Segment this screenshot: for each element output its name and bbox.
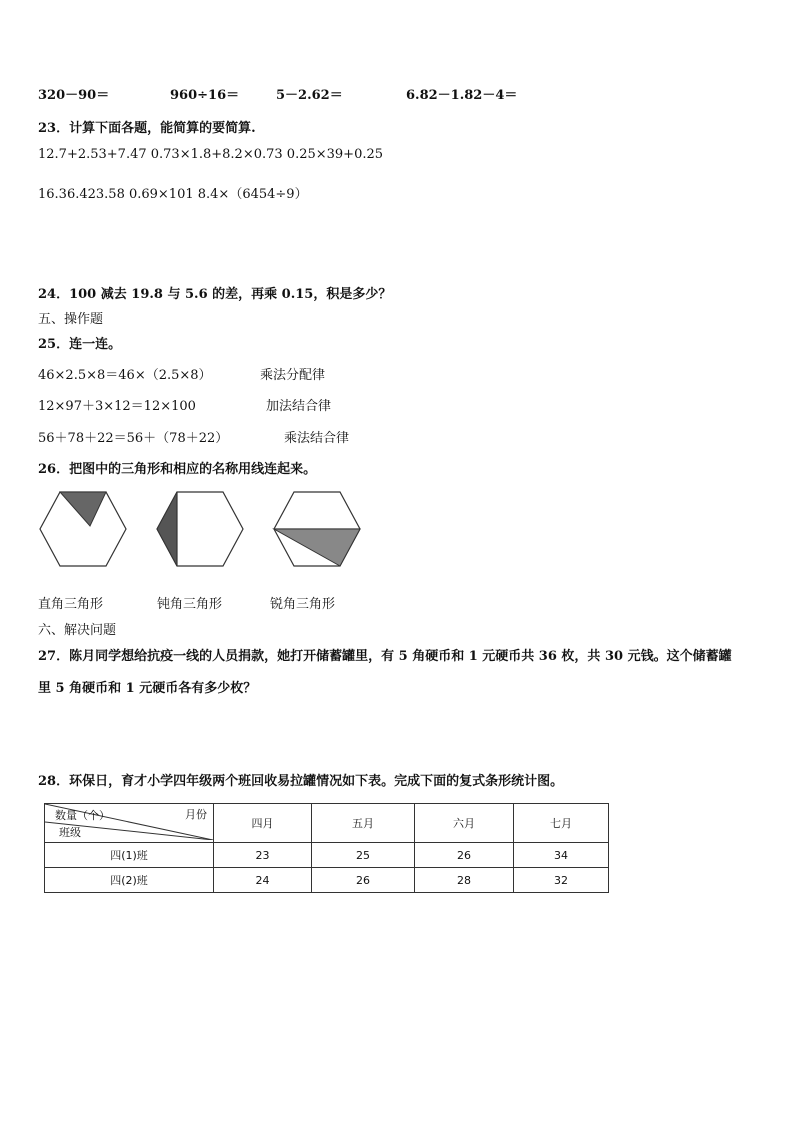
table-class-cell: 四(1)班 <box>45 843 214 868</box>
match-expression: 46×2.5×8＝46×（2.5×8） <box>38 368 212 383</box>
match-row <box>38 427 438 445</box>
triangle-name-label: 直角三角形 <box>38 597 104 612</box>
triangle-name-label: 锐角三角形 <box>270 597 336 612</box>
question-23-title: 23．计算下面各题，能简算的要简算. <box>38 121 256 136</box>
table-header-row <box>45 804 609 843</box>
table-class-cell: 四(2)班 <box>45 868 214 893</box>
question-23-line-1: 12.7+2.53+7.47 0.73×1.8+8.2×0.73 0.25×39+0.25 <box>38 147 384 162</box>
table-cell: 23 <box>214 843 312 868</box>
corner-label-class: 班级 <box>59 826 81 839</box>
calc-item: 6.82－1.82－4＝ <box>406 88 518 103</box>
match-law-name: 乘法分配律 <box>260 368 326 383</box>
calc-item: 320－90＝ <box>38 88 110 103</box>
table-cell: 26 <box>312 868 415 893</box>
table-cell: 32 <box>514 868 609 893</box>
section-5-heading: 五、操作题 <box>38 312 104 327</box>
table-row <box>45 868 609 893</box>
match-expression: 12×97＋3×12＝12×100 <box>38 399 196 414</box>
question-24: 24．100 减去 19.8 与 5.6 的差，再乘 0.15，积是多少？ <box>38 287 392 302</box>
corner-label-month: 月份 <box>185 808 207 821</box>
table-cell: 26 <box>415 843 514 868</box>
table-cell: 24 <box>214 868 312 893</box>
calc-item: 960÷16＝ <box>170 88 240 103</box>
table-cell: 25 <box>312 843 415 868</box>
table-header-cell: 六月 <box>415 804 514 843</box>
table-row <box>45 843 609 868</box>
question-28-title: 28．环保日，育才小学四年级两个班回收易拉罐情况如下表。完成下面的复式条形统计图。 <box>38 774 564 789</box>
table-header-cell: 七月 <box>514 804 609 843</box>
table-corner-cell <box>45 804 214 843</box>
hexagon-figure-1 <box>38 490 128 568</box>
question-26-title: 26．把图中的三角形和相应的名称用线连起来。 <box>38 462 317 477</box>
match-law-name: 乘法结合律 <box>284 431 350 446</box>
hexagon-figure-2 <box>155 490 245 568</box>
section-6-heading: 六、解决问题 <box>38 623 117 638</box>
corner-label-quantity: 数量（个） <box>55 809 110 822</box>
hexagon-figure-3 <box>272 490 362 568</box>
question-27-line-1: 27．陈月同学想给抗疫一线的人员捐款，她打开储蓄罐里，有 5 角硬币和 1 元硬币共 36 枚，共 30 元钱。这个储蓄罐 <box>38 649 732 664</box>
question-23-line-2: 16.36.423.58 0.69×101 8.4×（6454÷9） <box>38 187 308 202</box>
table-cell: 34 <box>514 843 609 868</box>
triangle-name-label: 钝角三角形 <box>157 597 223 612</box>
match-row <box>38 364 438 382</box>
table-cell: 28 <box>415 868 514 893</box>
match-expression: 56＋78＋22＝56＋（78＋22） <box>38 431 229 446</box>
table-header-cell: 四月 <box>214 804 312 843</box>
recycling-data-table <box>44 803 609 893</box>
question-27-line-2: 里 5 角硬币和 1 元硬币各有多少枚？ <box>38 681 257 696</box>
match-law-name: 加法结合律 <box>266 399 332 414</box>
calc-item: 5－2.62＝ <box>276 88 343 103</box>
match-row <box>38 395 438 413</box>
table-header-cell: 五月 <box>312 804 415 843</box>
question-25-title: 25．连一连。 <box>38 337 122 352</box>
